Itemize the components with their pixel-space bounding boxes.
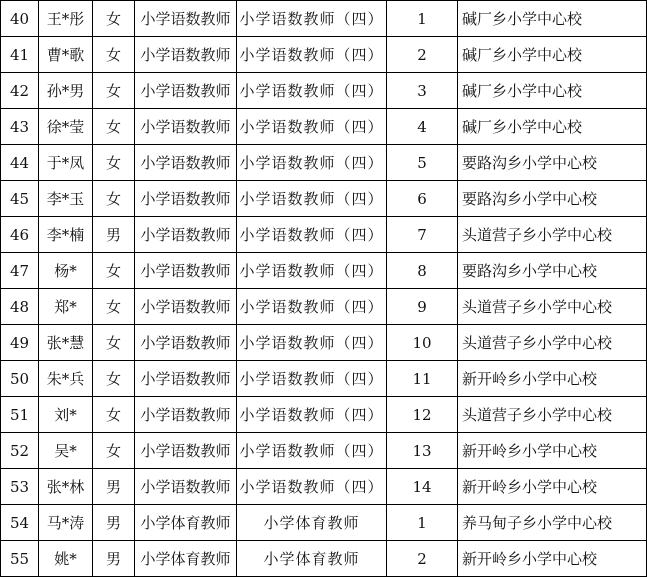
rank-cell: 1	[387, 505, 458, 541]
school-cell: 碱厂乡小学中心校	[458, 37, 647, 73]
rank-cell: 9	[387, 289, 458, 325]
gender-cell: 女	[93, 433, 135, 469]
gender-cell: 男	[93, 469, 135, 505]
gender-cell: 女	[93, 253, 135, 289]
name-cell: 李*楠	[39, 217, 93, 253]
position-cell: 小学语数教师（四）	[237, 289, 387, 325]
school-cell: 要路沟乡小学中心校	[458, 145, 647, 181]
subject-cell: 小学语数教师	[135, 145, 237, 181]
name-cell: 张*慧	[39, 325, 93, 361]
position-cell: 小学语数教师（四）	[237, 253, 387, 289]
rank-cell: 13	[387, 433, 458, 469]
table-row	[1, 181, 647, 217]
rank-cell: 5	[387, 145, 458, 181]
row-number-cell: 43	[1, 109, 39, 145]
name-cell: 王*彤	[39, 1, 93, 37]
school-cell: 碱厂乡小学中心校	[458, 109, 647, 145]
rank-cell: 6	[387, 181, 458, 217]
position-cell: 小学语数教师（四）	[237, 469, 387, 505]
school-cell: 碱厂乡小学中心校	[458, 1, 647, 37]
row-number-cell: 45	[1, 181, 39, 217]
subject-cell: 小学语数教师	[135, 217, 237, 253]
row-number-cell: 47	[1, 253, 39, 289]
name-cell: 朱*兵	[39, 361, 93, 397]
position-cell: 小学语数教师（四）	[237, 145, 387, 181]
rank-cell: 7	[387, 217, 458, 253]
school-cell: 头道营子乡小学中心校	[458, 325, 647, 361]
rank-cell: 10	[387, 325, 458, 361]
rank-cell: 2	[387, 541, 458, 577]
gender-cell: 女	[93, 37, 135, 73]
table-row	[1, 541, 647, 577]
position-cell: 小学语数教师（四）	[237, 361, 387, 397]
table-row	[1, 109, 647, 145]
school-cell: 碱厂乡小学中心校	[458, 73, 647, 109]
gender-cell: 男	[93, 217, 135, 253]
table-row	[1, 361, 647, 397]
subject-cell: 小学体育教师	[135, 541, 237, 577]
table-row	[1, 73, 647, 109]
row-number-cell: 49	[1, 325, 39, 361]
subject-cell: 小学语数教师	[135, 37, 237, 73]
table-row	[1, 1, 647, 37]
position-cell: 小学语数教师（四）	[237, 325, 387, 361]
table-row	[1, 397, 647, 433]
gender-cell: 女	[93, 325, 135, 361]
gender-cell: 男	[93, 541, 135, 577]
table-body	[1, 1, 647, 577]
name-cell: 于*凤	[39, 145, 93, 181]
rank-cell: 1	[387, 1, 458, 37]
table-row	[1, 469, 647, 505]
row-number-cell: 48	[1, 289, 39, 325]
table-row	[1, 217, 647, 253]
position-cell: 小学语数教师（四）	[237, 109, 387, 145]
table-row	[1, 289, 647, 325]
name-cell: 孙*男	[39, 73, 93, 109]
table-row	[1, 505, 647, 541]
gender-cell: 女	[93, 289, 135, 325]
school-cell: 头道营子乡小学中心校	[458, 217, 647, 253]
row-number-cell: 46	[1, 217, 39, 253]
subject-cell: 小学语数教师	[135, 253, 237, 289]
rank-cell: 12	[387, 397, 458, 433]
rank-cell: 8	[387, 253, 458, 289]
gender-cell: 女	[93, 109, 135, 145]
name-cell: 曹*歌	[39, 37, 93, 73]
name-cell: 吴*	[39, 433, 93, 469]
name-cell: 刘*	[39, 397, 93, 433]
position-cell: 小学语数教师（四）	[237, 37, 387, 73]
table-row	[1, 145, 647, 181]
row-number-cell: 41	[1, 37, 39, 73]
row-number-cell: 50	[1, 361, 39, 397]
subject-cell: 小学语数教师	[135, 109, 237, 145]
subject-cell: 小学体育教师	[135, 505, 237, 541]
school-cell: 头道营子乡小学中心校	[458, 397, 647, 433]
gender-cell: 女	[93, 73, 135, 109]
name-cell: 郑*	[39, 289, 93, 325]
school-cell: 要路沟乡小学中心校	[458, 253, 647, 289]
position-cell: 小学语数教师（四）	[237, 217, 387, 253]
subject-cell: 小学语数教师	[135, 181, 237, 217]
table-row	[1, 325, 647, 361]
subject-cell: 小学语数教师	[135, 397, 237, 433]
row-number-cell: 54	[1, 505, 39, 541]
school-cell: 新开岭乡小学中心校	[458, 541, 647, 577]
name-cell: 张*林	[39, 469, 93, 505]
rank-cell: 11	[387, 361, 458, 397]
rank-cell: 2	[387, 37, 458, 73]
position-cell: 小学语数教师（四）	[237, 1, 387, 37]
school-cell: 新开岭乡小学中心校	[458, 469, 647, 505]
gender-cell: 女	[93, 397, 135, 433]
table-row	[1, 37, 647, 73]
gender-cell: 男	[93, 505, 135, 541]
school-cell: 养马甸子乡小学中心校	[458, 505, 647, 541]
school-cell: 头道营子乡小学中心校	[458, 289, 647, 325]
school-cell: 要路沟乡小学中心校	[458, 181, 647, 217]
position-cell: 小学语数教师（四）	[237, 433, 387, 469]
row-number-cell: 51	[1, 397, 39, 433]
subject-cell: 小学语数教师	[135, 73, 237, 109]
row-number-cell: 42	[1, 73, 39, 109]
name-cell: 姚*	[39, 541, 93, 577]
name-cell: 李*玉	[39, 181, 93, 217]
row-number-cell: 40	[1, 1, 39, 37]
position-cell: 小学语数教师（四）	[237, 73, 387, 109]
rank-cell: 14	[387, 469, 458, 505]
name-cell: 徐*莹	[39, 109, 93, 145]
subject-cell: 小学语数教师	[135, 325, 237, 361]
row-number-cell: 44	[1, 145, 39, 181]
position-cell: 小学体育教师	[237, 505, 387, 541]
row-number-cell: 55	[1, 541, 39, 577]
name-cell: 杨*	[39, 253, 93, 289]
name-cell: 马*涛	[39, 505, 93, 541]
subject-cell: 小学语数教师	[135, 289, 237, 325]
subject-cell: 小学语数教师	[135, 469, 237, 505]
subject-cell: 小学语数教师	[135, 433, 237, 469]
rank-cell: 4	[387, 109, 458, 145]
gender-cell: 女	[93, 361, 135, 397]
school-cell: 新开岭乡小学中心校	[458, 433, 647, 469]
gender-cell: 女	[93, 181, 135, 217]
position-cell: 小学体育教师	[237, 541, 387, 577]
subject-cell: 小学语数教师	[135, 361, 237, 397]
position-cell: 小学语数教师（四）	[237, 397, 387, 433]
position-cell: 小学语数教师（四）	[237, 181, 387, 217]
table-row	[1, 253, 647, 289]
row-number-cell: 52	[1, 433, 39, 469]
table-row	[1, 433, 647, 469]
rank-cell: 3	[387, 73, 458, 109]
gender-cell: 女	[93, 1, 135, 37]
gender-cell: 女	[93, 145, 135, 181]
subject-cell: 小学语数教师	[135, 1, 237, 37]
row-number-cell: 53	[1, 469, 39, 505]
school-cell: 新开岭乡小学中心校	[458, 361, 647, 397]
